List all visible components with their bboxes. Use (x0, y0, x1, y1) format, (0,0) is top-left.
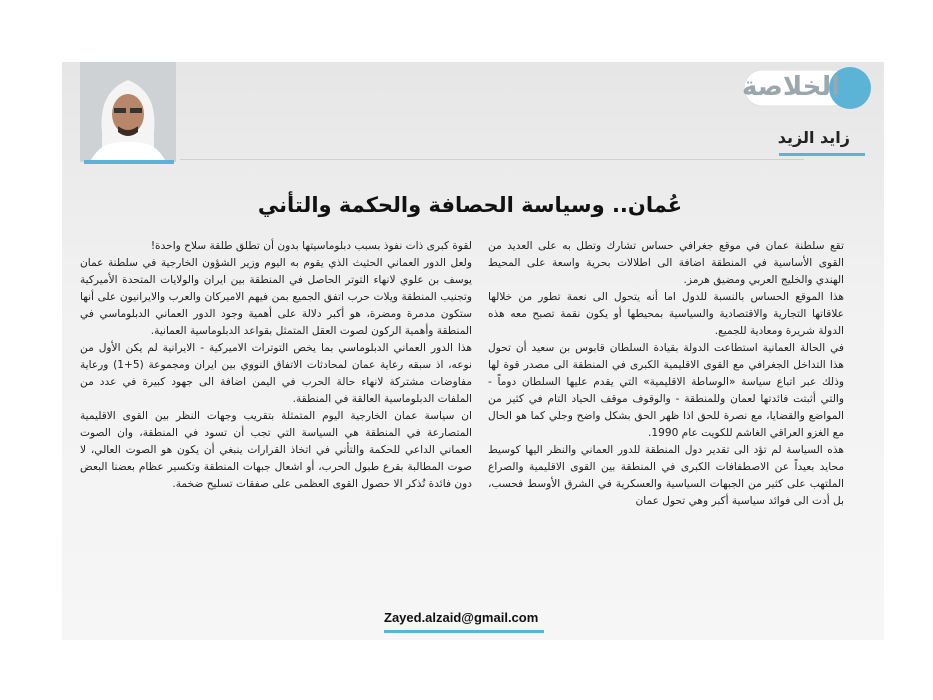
author-photo (80, 62, 176, 162)
article-column-right (488, 238, 844, 510)
article-headline: عُمان.. وسياسة الحصافة والحكمة والتأني (257, 193, 683, 217)
section-logo: الخلاصة (741, 72, 840, 102)
article-column-left (80, 238, 472, 493)
email-underline (384, 630, 544, 633)
column-left-text: لقوة كبرى ذات نفوذ بسبب دبلوماسيتها بدون أن تطلق طلقة سلاح واحدة! ولعل الدور العماني الحثيث الذي يقوم به اليوم وزير الشؤون الخارجية في سلطنة عمان يوسف بن علوي لانهاء التوتر الحاصل في المنطقة بين ايران والولايات المتحدة الأميركية وتجنيب المنطقة ويلات حرب اتفق الجميع بمن فيهم الاميركان والعرب والايرانيون على أنها ستكون مدمرة ومضرة، هو أكبر دلالة على أهمية وجود الدور العماني الدبلوماسي في المنطقة وأهمية الركون لصوت العقل المتمثل بقواعد الدبلوماسية العمانية. هذا الدور العماني الدبلوماسي بما يخص التوترات الاميركية - الايرانية لم يكن الأول من نوعه، اذ سبقه رعاية عمان لمحادثات الاتفاق النووي بين ايران ومجموعة (5+1) ورعاية مفاوضات مشتركة لانهاء حالة الحرب في اليمن اضافة الى جهود كبيرة في عدد من الملفات الدبلوماسية العالقة في المنطقة. ان سياسة عمان الخارجية اليوم المتمثلة بتقريب وجهات النظر بين القوى الاقليمية المتصارعة في المنطقة هي السياسة التي تجب أن تسود في المنطقة، وان الصوت العماني الداعي للحكمة والتأني في اتخاذ القرارات ينبغي أن يكون هو الصوت العالي، لا صوت المطالبة بقرع طبول الحرب، أو اشعال جبهات المنطقة وتكسير عظام بعضنا البعض دون فائدة تُذكر الا حصول القوى العظمى على صفقات تسليح ضخمة. (80, 240, 472, 490)
author-underline (779, 153, 865, 156)
header-divider (180, 159, 804, 160)
column-right-text: تقع سلطنة عمان في موقع جغرافي حساس تشارك وتطل به على العديد من القوى الأساسية في المنطقة اضافة الى اطلالات بحرية واسعة على المحيط الهندي والخليج العربي ومضيق هرمز. هذا الموقع الحساس بالنسبة للدول اما أنه يتحول الى نعمة تطور من خلالها علاقاتها التجارية والاقتصادية والسياسية بمحيطها أو يكون نقمة تصبح معه هذه الدولة شريرة ومعادية للجميع. في الحالة العمانية استطاعت الدولة بقيادة السلطان قابوس بن سعيد أن تحول هذا التداخل الجغرافي مع القوى الاقليمية الكبرى في المنطقة الى مصدر قوة لها وذلك عبر اتباع سياسة «الوساطة الاقليمية» التي يقدم عليها السلطان دوماً - والتي أثبتت فائدتها لعمان وللمنطقة - والوقوف موقف الحياد التام في كثير من المواضع والقضايا، مع نصرة للحق اذا ظهر الحق بشكل واضح وجلي كما هو الحال مع الغزو العراقي الغاشم للكويت عام 1990. هذه السياسة لم تؤد الى تقدير دول المنطقة للدور العماني والنظر اليها كوسيط محايد بعيداً عن الاصطفافات الكبرى في المنطقة بين القوى الاقليمية والصراع الملتهب على كثير من الجبهات السياسية والعسكرية في الشرق الأوسط فحسب، بل أدت الى فوائد سياسية أكبر وهي تحول عمان (488, 240, 844, 507)
author-email[interactable]: Zayed.alzaid@gmail.com (384, 610, 539, 625)
author-name: زايد الزيد (777, 128, 850, 147)
photo-underline (84, 160, 174, 164)
